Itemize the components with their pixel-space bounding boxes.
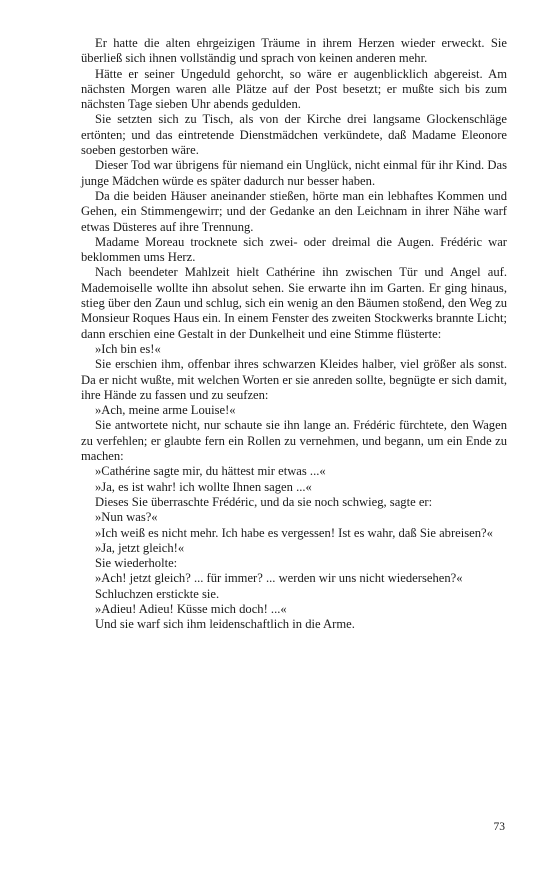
- paragraph-19: »Ach! jetzt gleich? ... für immer? ... werden wir uns nicht wiedersehen?«: [95, 571, 463, 586]
- paragraph-15: »Nun was?«: [95, 510, 158, 525]
- paragraph-12: »Cathérine sagte mir, du hättest mir etwas ...«: [95, 464, 326, 479]
- paragraph-16: »Ich weiß es nicht mehr. Ich habe es vergessen! Ist es wahr, daß Sie abreisen?«: [95, 525, 493, 540]
- paragraph-4: Dieser Tod war übrigens für niemand ein Unglück, nicht einmal für ihr Kind. Das junge Mädchen würde es später dadurch nur besser haben.: [81, 158, 507, 188]
- paragraph-6: Madame Moreau trocknete sich zwei- oder dreimal die Augen. Frédéric war beklommen ums Herz.: [81, 234, 507, 265]
- page-body: [81, 36, 507, 633]
- paragraph-20: Schluchzen erstickte sie.: [95, 586, 220, 601]
- paragraph-3: Sie setzten sich zu Tisch, als von der Kirche drei langsame Glockenschläge ertönten; und das eintretende Dienstmädchen verkündete, daß Madame Eleonore soeben gestorben wäre.: [81, 112, 507, 158]
- paragraph-7: Nach beendeter Mahlzeit hielt Cathérine ihn zwischen Tür und Angel auf. Mademoiselle wollte ihn absolut sehen. Sie erwarte ihn im Garten. Er ging hinaus, stieg über den Zaun und schlug, sich ein wenig an den Bäumen stoßend, den Weg zu Monsieur Roques Haus ein. In einem Fenster des zweiten Stockwerks brannte Licht; dann erschien eine Gestalt in der Dunkelheit und eine Stimme flüsterte:: [81, 265, 507, 341]
- paragraph-21: »Adieu! Adieu! Küsse mich doch! ...«: [95, 601, 287, 616]
- paragraph-18: Sie wiederholte:: [95, 556, 178, 571]
- paragraph-17: »Ja, jetzt gleich!«: [95, 540, 185, 555]
- paragraph-8: »Ich bin es!«: [95, 341, 161, 356]
- paragraph-1: Er hatte die alten ehrgeizigen Träume in ihrem Herzen wieder erweckt. Sie überließ sich ihnen vollständig und sprach von keinen anderen mehr.: [81, 36, 507, 66]
- page-number: 73: [493, 821, 505, 833]
- paragraph-9: Sie erschien ihm, offenbar ihres schwarzen Kleides halber, viel größer als sonst. Da er nicht wußte, mit welchen Worten er sie anreden sollte, begnügte er sich damit, ihre Hände zu fassen und zu seufzen:: [81, 357, 507, 402]
- paragraph-5: Da die beiden Häuser aneinander stießen, hörte man ein lebhaftes Kommen und Gehen, ein Stimmengewirr; und der Gedanke an den Leichnam in ihrer Nähe warf etwas Düsteres auf ihre Trennung.: [81, 188, 507, 234]
- paragraph-11: Sie antwortete nicht, nur schaute sie ihn lange an. Frédéric fürchtete, den Wagen zu verfehlen; er glaubte fern ein Rollen zu vernehmen, und begann, um ein Ende zu machen:: [81, 418, 507, 464]
- paragraph-13: »Ja, es ist wahr! ich wollte Ihnen sagen ...«: [95, 479, 312, 494]
- paragraph-10: »Ach, meine arme Louise!«: [95, 403, 236, 418]
- paragraph-14: Dieses Sie überraschte Frédéric, und da sie noch schwieg, sagte er:: [95, 494, 433, 509]
- paragraph-2: Hätte er seiner Ungeduld gehorcht, so wäre er augenblicklich abgereist. Am nächsten Morgen waren alle Plätze auf der Post besetzt; er mußte sich bis zum nächsten Tage sieben Uhr abends gedulden.: [81, 66, 507, 112]
- paragraph-22: Und sie warf sich ihm leidenschaftlich in die Arme.: [95, 617, 355, 632]
